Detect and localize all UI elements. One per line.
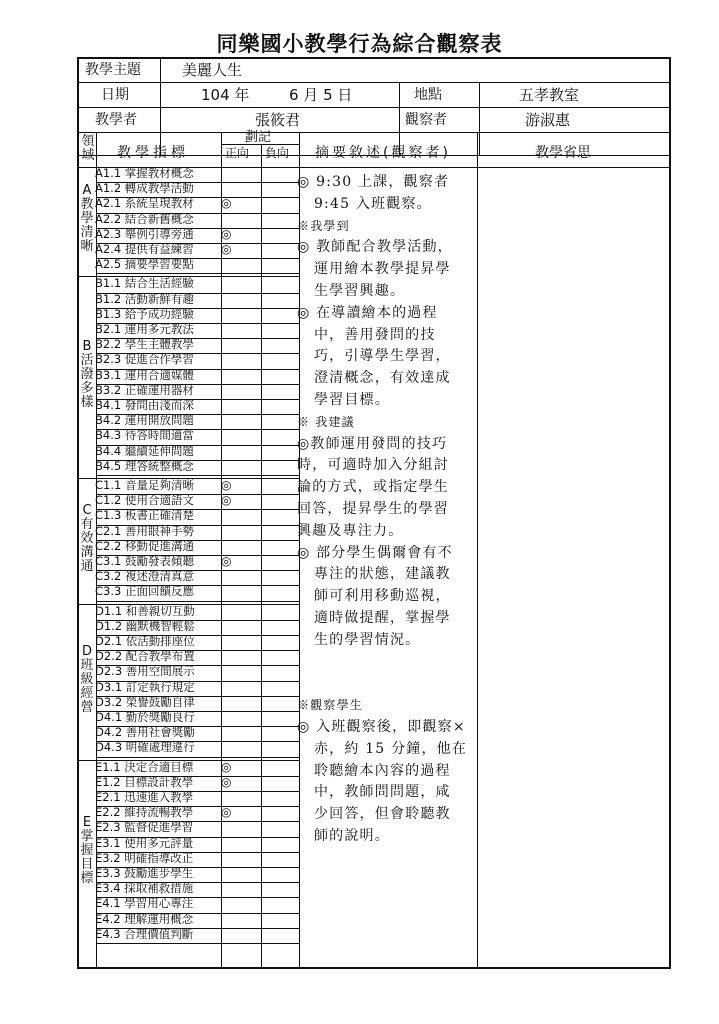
indicator-item: A2.4 提供有益練習 xyxy=(95,242,194,256)
indicator-item: C1.1 音量足夠清晰 xyxy=(95,478,194,492)
summary-line: 師的說明。 xyxy=(297,827,390,844)
indicator-header: 教學指標 xyxy=(117,145,189,161)
indicator-item: B4.4 繼續延伸問題 xyxy=(95,443,194,458)
indicator-item: D4.1 勤於獎勵良行 xyxy=(95,710,195,724)
domain-label: E掌握目標 xyxy=(80,814,94,886)
summary-line: 專注的狀態，建議教 xyxy=(297,566,451,583)
indicator-item: D3.2 榮譽鼓勵自律 xyxy=(95,694,195,709)
summary-line: 興趣及專注力。 xyxy=(297,522,404,539)
positive-mark: ◎ xyxy=(221,805,232,820)
place-value: 五孝教室 xyxy=(519,86,580,104)
indicator-item: C1.2 使用合適語文 xyxy=(95,493,194,508)
indicator-item: D4.3 明確處理違行 xyxy=(95,740,195,755)
indicator-item: A1.1 掌握教材概念 xyxy=(95,166,194,180)
summary-line: 少回答，但會聆聽教 xyxy=(297,806,451,823)
summary-line: 師可利用移動巡視， xyxy=(297,588,451,605)
summary-header: 摘要敘述(觀察者) xyxy=(315,145,451,161)
date-year: 104 年 xyxy=(201,86,250,104)
summary-line: 適時做提醒，掌握學 xyxy=(297,609,451,626)
indicator-item: C1.3 板書正確清楚 xyxy=(95,508,194,523)
summary-line: ◎ 教師配合教學活動， xyxy=(297,239,453,256)
positive-mark: ◎ xyxy=(221,554,232,568)
indicator-item: C3.1 鼓勵發表傾聽 xyxy=(95,554,194,568)
summary-line xyxy=(297,673,479,695)
record-header: 劃記 xyxy=(245,130,272,145)
summary-line: 巧，引導學生學習， xyxy=(297,348,451,365)
indicator-item: E3.3 鼓勵進步學生 xyxy=(95,866,194,880)
indicator-item: E2.2 維持流暢教學 xyxy=(95,805,194,820)
summary-line: ◎教師運用發問的技巧 xyxy=(297,435,448,452)
indicator-item: C2.2 移動促進溝通 xyxy=(95,538,194,553)
indicator-item: B3.2 正確運用器材 xyxy=(95,382,194,397)
topic-value: 美麗人生 xyxy=(182,61,243,79)
domain-label: B活潑多樣 xyxy=(80,339,94,411)
negative-header: 負向 xyxy=(265,146,290,160)
summary-line: 回答，提昇學生的學習 xyxy=(297,500,449,517)
summary-line: ◎ 部分學生偶爾會有不 xyxy=(297,544,453,561)
indicator-item: D2.1 依活動排座位 xyxy=(95,634,195,648)
summary-line: 聆聽繪本內容的過程 xyxy=(297,762,451,779)
date-month-day: 6 月 5 日 xyxy=(289,86,353,104)
positive-mark: ◎ xyxy=(221,226,232,241)
indicator-item: A1.2 轉成教學活動 xyxy=(95,181,194,196)
indicator-item: E1.2 目標設計教學 xyxy=(95,774,194,789)
indicator-item: D1.2 幽默機智輕鬆 xyxy=(95,618,195,633)
indicator-item: B1.3 給予成功經驗 xyxy=(95,306,194,321)
summary-line: 中，善用發問的技 xyxy=(297,326,436,343)
indicator-item: A2.2 結合新舊概念 xyxy=(95,211,194,226)
summary-line: ※觀察學生 xyxy=(297,698,364,713)
positive-header: 正向 xyxy=(225,146,250,160)
domain-label: A教學清晰 xyxy=(80,183,94,255)
positive-mark: ◎ xyxy=(221,774,232,789)
indicator-item: D3.1 訂定執行規定 xyxy=(95,679,195,694)
summary-line: 澄清概念，有效達成 xyxy=(297,370,451,387)
summary-line: ◎ 9:30 上課，觀察者 xyxy=(297,174,450,190)
indicator-item: B2.1 運用多元教法 xyxy=(95,322,194,336)
summary-line: 運用繪本教學提昇學 xyxy=(297,261,451,278)
summary-line: ※我學到 xyxy=(297,218,350,233)
topic-label: 教學主題 xyxy=(85,62,141,78)
positive-mark: ◎ xyxy=(221,759,232,774)
reflection-header: 教學省思 xyxy=(535,145,591,161)
indicator-item: E2.1 迅速進入教學 xyxy=(95,790,194,804)
indicator-item: D2.2 配合教學布置 xyxy=(95,649,195,664)
indicator-item: B1.2 活動新鮮有趣 xyxy=(95,291,194,306)
domain-label: D班級經營 xyxy=(80,643,94,715)
positive-mark: ◎ xyxy=(221,242,232,256)
indicator-item: B3.1 運用合適媒體 xyxy=(95,367,194,382)
observer-value: 游淑惠 xyxy=(525,111,571,129)
form-title: 同樂國小教學行為綜合觀察表 xyxy=(216,32,503,56)
summary-line: 生的學習情況。 xyxy=(297,631,421,648)
summary-line: ◎ 入班觀察後，即觀察× xyxy=(297,718,466,735)
indicator-item: C3.2 複述澄清真意 xyxy=(95,569,194,584)
indicator-item: E3.1 使用多元評量 xyxy=(95,835,194,850)
domain-label: C有效溝通 xyxy=(80,502,94,574)
indicator-item: B2.3 促進合作學習 xyxy=(95,352,194,367)
teacher-value: 張筱君 xyxy=(255,111,301,129)
summary-line: 生學習興趣。 xyxy=(297,282,406,299)
summary-line: ◎ 在導讀繪本的過程 xyxy=(297,304,438,321)
indicator-item: E4.1 學習用心專注 xyxy=(95,896,194,911)
indicator-item: E4.3 合理價值判斷 xyxy=(95,926,194,941)
indicator-item: B2.2 學生主體教學 xyxy=(95,337,194,352)
indicator-item: B4.2 運用開放問題 xyxy=(95,413,194,428)
indicator-item: D2.3 善用空間展示 xyxy=(95,664,195,679)
indicator-item: B1.1 結合生活經驗 xyxy=(95,276,194,291)
date-label: 日期 xyxy=(101,87,129,103)
indicator-item: E3.2 明確指導改正 xyxy=(95,850,194,865)
indicator-item: C3.3 正面回饋反應 xyxy=(95,584,194,599)
summary-text xyxy=(297,172,479,848)
domain-header: 領域 xyxy=(81,134,95,163)
indicator-item: B4.5 理答統整概念 xyxy=(95,458,194,473)
indicator-item: A2.5 摘要學習要點 xyxy=(95,257,194,272)
indicator-item: B4.1 發問由淺而深 xyxy=(95,398,194,412)
summary-line xyxy=(297,652,479,674)
positive-mark: ◎ xyxy=(221,478,232,492)
indicator-item: D4.2 善用社會獎勵 xyxy=(95,725,195,740)
summary-line: 學習目標。 xyxy=(297,391,390,408)
summary-line: ※ 我建議 xyxy=(297,414,355,429)
indicator-item: E1.1 決定合適目標 xyxy=(95,759,194,774)
teacher-label: 教學者 xyxy=(95,112,137,128)
summary-line: 論的方式，或指定學生 xyxy=(297,479,449,496)
summary-line: 時，可適時加入分組討 xyxy=(297,457,449,474)
summary-line: 9:45 入班觀察。 xyxy=(297,195,432,212)
indicator-item: E4.2 理解運用概念 xyxy=(95,911,194,926)
indicator-item: D1.1 和善親切互動 xyxy=(95,603,195,618)
summary-line: 中，教師問問題，咸 xyxy=(297,784,451,801)
indicator-item: C2.1 善用眼神手勢 xyxy=(95,523,194,538)
place-label: 地點 xyxy=(414,87,442,103)
positive-mark: ◎ xyxy=(221,196,232,211)
indicator-item: A2.3 舉例引導旁通 xyxy=(95,226,194,241)
indicator-item: E3.4 採取補救措施 xyxy=(95,881,194,896)
indicator-item: A2.1 系統呈現教材 xyxy=(95,196,194,211)
summary-line: 赤，約 15 分鐘，他在 xyxy=(297,740,468,757)
observer-label: 觀察者 xyxy=(405,112,447,128)
indicator-item: E2.3 監督促進學習 xyxy=(95,820,194,835)
indicator-item: B4.3 待答時間適當 xyxy=(95,428,194,443)
positive-mark: ◎ xyxy=(221,493,232,508)
